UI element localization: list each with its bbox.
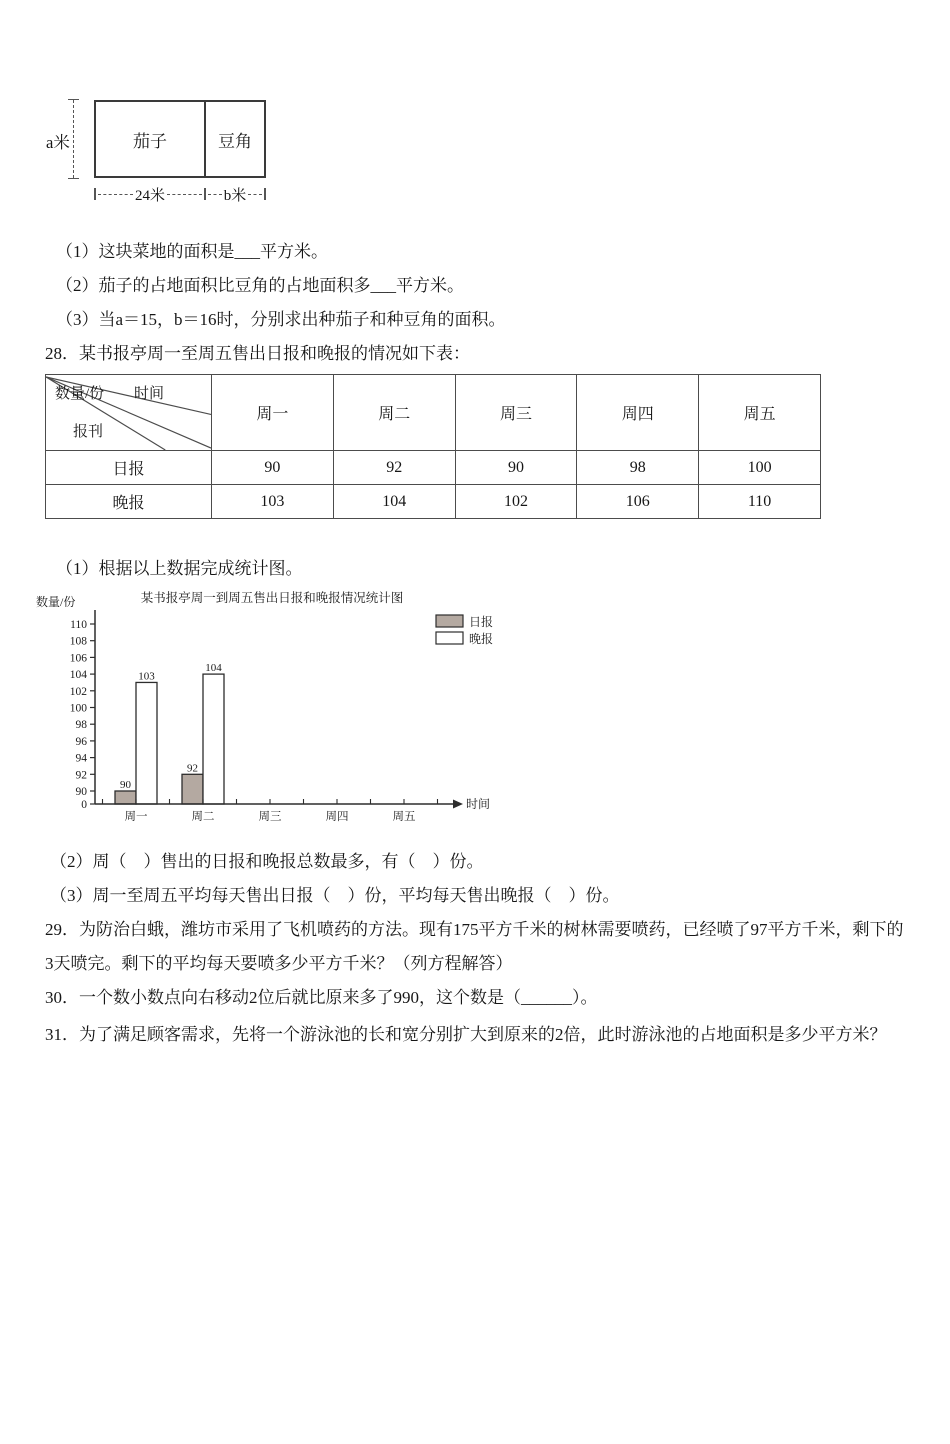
y-tick-label: 94: [75, 752, 87, 765]
bean-cell: [206, 102, 264, 176]
height-dimension-line: [73, 100, 74, 178]
corner-time-label: 时间: [134, 386, 165, 402]
y-tick-label: 104: [69, 669, 87, 682]
q28-part1: （1）根据以上数据完成统计图。: [56, 559, 303, 578]
evening-paper-row: [46, 485, 821, 519]
y-tick-label: 0: [81, 799, 87, 811]
eggplant-label: 茄子: [133, 131, 167, 151]
q29-line2: 3天喷完。剩下的平均每天要喷多少平方千米？（列方程解答）: [45, 954, 513, 973]
table-cell: 104: [333, 485, 455, 519]
row-label-daily: 日报: [46, 451, 212, 485]
table-cell: 100: [699, 451, 821, 485]
bar-value-label: 90: [120, 779, 131, 791]
q31-text: 31．为了满足顾客需求，先将一个游泳池的长和宽分别扩大到原来的2倍，此时游泳池的占地面积是多少平方米？: [45, 1025, 887, 1044]
dashed-line: [98, 194, 133, 195]
table-header-row: [46, 375, 821, 451]
y-tick-label: 100: [69, 702, 87, 715]
q28-part2: （2）周（ ）售出的日报和晚报总数最多，有（ ）份。: [50, 852, 484, 871]
y-tick-label: 102: [69, 685, 87, 698]
corner-paper-label: 报刊: [73, 424, 104, 440]
x-axis-title: 时间: [466, 797, 491, 811]
y-axis-title: 数量/份: [36, 595, 76, 609]
dimension-tick: [264, 188, 266, 200]
table-corner-cell: [46, 375, 212, 451]
table-cell: 90: [455, 451, 577, 485]
x-tick-label: 周二: [191, 811, 215, 823]
row-label-evening: 晚报: [46, 485, 212, 519]
q28-part3: （3）周一至周五平均每天售出日报（ ）份，平均每天售出晚报（ ）份。: [50, 886, 620, 905]
y-tick-label: 110: [70, 619, 87, 631]
chart-bar: [203, 674, 224, 804]
q27-part3: （3）当a＝15，b＝16时，分别求出种茄子和种豆角的面积。: [56, 310, 506, 329]
legend-swatch: [436, 632, 463, 644]
legend-swatch: [436, 615, 463, 627]
bar-value-label: 103: [138, 670, 155, 683]
worksheet-page: [0, 100, 950, 1444]
chart-bar: [182, 774, 203, 804]
column-header-tue: 周二: [333, 375, 455, 451]
table-cell: 103: [212, 485, 334, 519]
statistics-chart: [36, 589, 576, 824]
chart-bar: [136, 682, 157, 804]
newspaper-sales-table: [45, 374, 821, 519]
column-header-fri: 周五: [699, 375, 821, 451]
vegetable-plot-diagram: [46, 100, 336, 204]
q28-intro: 28．某书报亭周一至周五售出日报和晚报的情况如下表：: [45, 344, 470, 363]
table-cell: 92: [333, 451, 455, 485]
plot-rectangle: [94, 100, 266, 178]
height-dimension-label: a米: [46, 133, 70, 152]
bar-value-label: 104: [205, 662, 222, 675]
legend-label: 晚报: [469, 632, 494, 646]
dashed-line: [208, 194, 222, 195]
x-tick-label: 周五: [392, 811, 416, 823]
width-left-label: 24米: [135, 187, 166, 204]
bean-label: 豆角: [218, 131, 252, 151]
y-tick-label: 98: [75, 719, 87, 732]
table-cell: 106: [577, 485, 699, 519]
daily-paper-row: [46, 451, 821, 485]
table-cell: 98: [577, 451, 699, 485]
chart-bar: [115, 791, 136, 804]
table-cell: 90: [212, 451, 334, 485]
column-header-thu: 周四: [577, 375, 699, 451]
table-cell: 102: [455, 485, 577, 519]
y-tick-label: 108: [69, 635, 87, 648]
bar-value-label: 92: [187, 762, 198, 775]
eggplant-cell: [96, 102, 206, 176]
table-cell: 110: [699, 485, 821, 519]
column-header-wed: 周三: [455, 375, 577, 451]
width-left-segment: [96, 184, 204, 205]
x-tick-label: 周一: [124, 811, 148, 823]
x-tick-label: 周四: [325, 811, 349, 823]
dashed-line: [167, 194, 202, 195]
dashed-line: [248, 194, 262, 195]
y-tick-label: 90: [75, 786, 87, 798]
x-tick-label: 周三: [258, 811, 282, 823]
q30-text: 30．一个数小数点向右移动2位后就比原来多了990，这个数是（______）。: [45, 988, 598, 1007]
y-tick-label: 92: [75, 769, 87, 782]
y-tick-label: 96: [75, 735, 87, 748]
column-header-mon: 周一: [212, 375, 334, 451]
bar-chart-svg: [36, 589, 576, 824]
width-right-label: b米: [223, 187, 247, 204]
q27-part1: （1）这块菜地的面积是___平方米。: [56, 242, 328, 261]
y-tick-label: 106: [69, 652, 87, 665]
corner-quantity-label: 数量/份: [55, 386, 105, 402]
x-axis-arrow-icon: [453, 800, 463, 809]
width-right-segment: [206, 184, 264, 205]
q27-part2: （2）茄子的占地面积比豆角的占地面积多___平方米。: [56, 276, 464, 295]
legend-label: 日报: [469, 615, 494, 629]
width-dimension-line: [94, 186, 266, 202]
chart-title: 某书报亭周一到周五售出日报和晚报情况统计图: [140, 591, 404, 605]
q29-line1: 29．为防治白蛾，潍坊市采用了飞机喷药的方法。现有175平方千米的树林需要喷药，已经喷了97平方千米，剩下的: [45, 920, 904, 939]
